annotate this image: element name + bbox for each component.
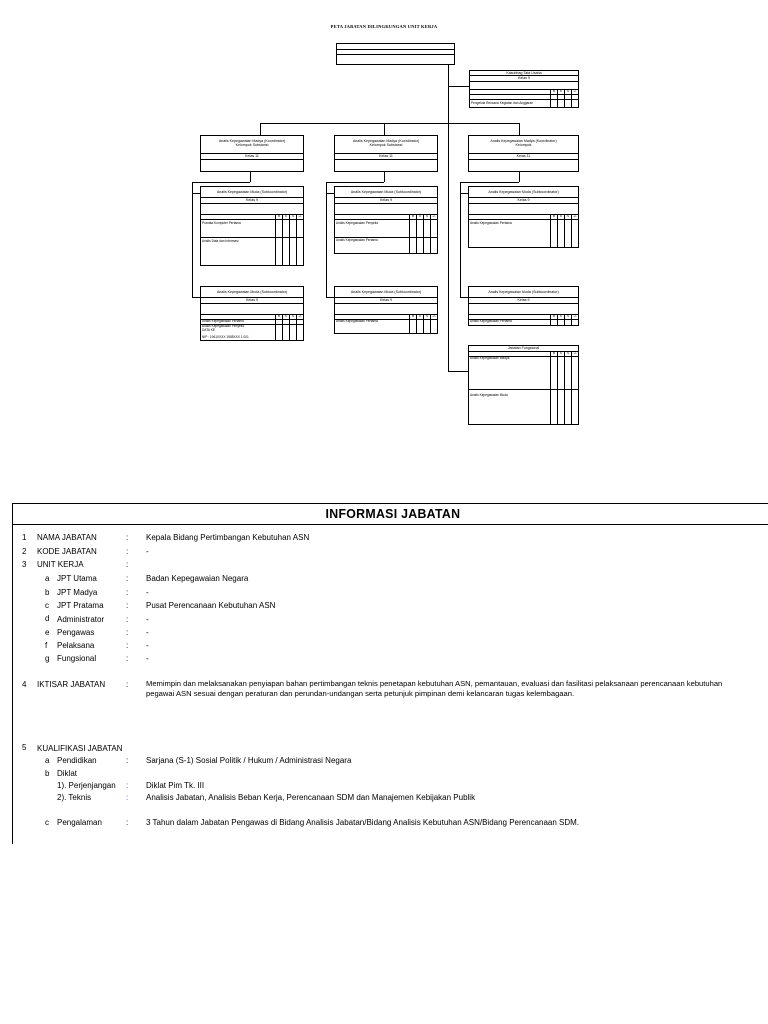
position-row-name: Analis Data dan Informasi xyxy=(202,239,239,243)
col-header-k: K xyxy=(557,214,564,247)
col-header-k: K xyxy=(416,314,423,333)
kualifikasi-label: KUALIFIKASI JABATAN xyxy=(37,744,123,753)
colon: : xyxy=(126,781,129,790)
koordinator-box xyxy=(200,135,304,172)
ikhtisar-value: Memimpin dan melaksanakan penyiapan bahan pertimbangan teknis penetapan kebutuhan ASN, pemantauan, evaluasi dan fasilitasi pelaksanaan perencanaan kebutuhan pegawai ASN sesuai dengan peraturan dan perundan-undangan serta petunjuk pimpinan demi kelancaran tugas kelembagaan. xyxy=(146,679,723,698)
teknis-label: 2). Teknis xyxy=(57,793,92,802)
jpt-pratama-label: JPT Pratama xyxy=(57,601,104,610)
info-heading-bar xyxy=(13,504,768,525)
colon: : xyxy=(126,654,129,663)
kode-jabatan-label: KODE JABATAN xyxy=(37,547,97,556)
staff-unit-title: Kasubbag Tata Usaha xyxy=(506,71,542,75)
subkoordinator-kelas: Kelas 9 xyxy=(517,198,530,202)
nama-jabatan-label: NAMA JABATAN xyxy=(37,533,97,542)
item-number: 2 xyxy=(22,547,27,556)
pengalaman-label: Pengalaman xyxy=(57,818,102,827)
col-header-s: S xyxy=(564,89,571,107)
head-position-box xyxy=(336,43,455,65)
subkoordinator-kelas: Kelas 9 xyxy=(380,298,392,302)
col-header-diff: +/- xyxy=(430,314,437,333)
col-header-b: B xyxy=(550,314,557,325)
connector-line xyxy=(260,123,519,124)
subkoordinator-title: Analis Kepegawaian Muda (Subkoordinator) xyxy=(488,290,559,294)
col-header-s: S xyxy=(564,314,571,325)
col-header-diff: +/- xyxy=(571,89,578,107)
org-chart-title: PETA JABATAN DILINGKUNGAN UNIT KERJA xyxy=(330,24,438,29)
col-header-diff: +/- xyxy=(430,214,437,253)
connector-line xyxy=(192,182,250,183)
connector-line xyxy=(326,193,334,194)
subkoordinator-title: Analis Kepegawaian Muda (Subkoordinator) xyxy=(216,190,288,194)
col-header-k: K xyxy=(557,89,564,107)
jpt-utama-value: Badan Kepegawaian Negara xyxy=(146,574,249,583)
pendidikan-value: Sarjana (S-1) Sosial Politik / Hukum / Administrasi Negara xyxy=(146,756,352,765)
item-number: 3 xyxy=(22,560,27,569)
col-header-s: S xyxy=(423,314,430,333)
position-row-name: Pranata Komputer Pertama xyxy=(202,221,241,225)
connector-line xyxy=(460,182,461,297)
pengawas-value: - xyxy=(146,628,149,637)
colon: : xyxy=(126,680,129,689)
jpt-madya-label: JPT Madya xyxy=(57,588,98,597)
position-row-name: Analis Kepegawaian Pertama xyxy=(336,238,378,242)
kode-jabatan-value: - xyxy=(146,547,149,556)
col-header-s: S xyxy=(423,214,430,253)
col-header-b: B xyxy=(275,214,282,265)
pengalaman-value: 3 Tahun dalam Jabatan Pengawas di Bidang Analisis Jabatan/Bidang Analisis Kebutuhan ASN/Bidang Perencanaan SDM. xyxy=(146,818,580,827)
colon: : xyxy=(126,601,129,610)
connector-line xyxy=(384,172,385,182)
position-row-name: Analis Kepegawaian Penyelia xyxy=(336,221,378,225)
subkoordinator-kelas: Kelas 9 xyxy=(517,298,530,302)
sub-letter: b xyxy=(45,769,50,778)
subkoordinator-kelas: Kelas 9 xyxy=(246,198,258,202)
colon: : xyxy=(126,818,129,827)
col-header-b: B xyxy=(275,314,282,340)
subkoordinator-title: Analis Kepegawaian Muda (Subkoordinator) xyxy=(216,290,288,294)
position-row-name: Analis Kepegawaian Pertama xyxy=(336,319,378,323)
staff-unit-kelas: Kelas 9 xyxy=(470,75,578,82)
connector-line xyxy=(326,182,384,183)
col-header-b: B xyxy=(409,214,416,253)
position-row-name: Analis Kepegawaian Pertama xyxy=(202,319,244,323)
col-header-k: K xyxy=(557,314,564,325)
subkoordinator-box xyxy=(468,286,579,326)
subkoordinator-kelas: Kelas 9 xyxy=(246,298,258,302)
subkoordinator-title: Analis Kepegawaian Muda (Subkoordinator) xyxy=(350,190,422,194)
sub-letter: f xyxy=(45,641,48,650)
ikhtisar-label: IKTISAR JABATAN xyxy=(37,680,106,689)
item-number: 4 xyxy=(22,680,27,689)
subkoordinator-box xyxy=(200,286,304,341)
subkoordinator-title: Analis Kepegawaian Muda (Subkoordinator) xyxy=(350,290,422,294)
sub-letter: e xyxy=(45,628,50,637)
colon: : xyxy=(126,641,129,650)
col-header-b: B xyxy=(550,89,557,107)
sub-letter: a xyxy=(45,756,50,765)
item-number: 1 xyxy=(22,533,27,542)
subkoordinator-box xyxy=(200,186,304,266)
unit-kerja-label: UNIT KERJA xyxy=(37,560,84,569)
koordinator-title: Analis Kepegawaian Madya (Koordinator) xyxy=(490,139,557,143)
col-header-diff: +/- xyxy=(571,351,578,424)
col-header-k: K xyxy=(282,214,289,265)
colon: : xyxy=(126,560,129,569)
col-header-k: K xyxy=(557,351,564,424)
colon: : xyxy=(126,628,129,637)
colon: : xyxy=(126,547,129,556)
jpt-madya-value: - xyxy=(146,588,149,597)
administrator-label: Administrator xyxy=(57,615,105,624)
pengawas-label: Pengawas xyxy=(57,628,95,637)
koordinator-kelas: Kelas 11 xyxy=(245,154,259,158)
colon: : xyxy=(126,574,129,583)
connector-line xyxy=(460,193,468,194)
connector-line xyxy=(250,172,251,182)
connector-line xyxy=(192,193,200,194)
col-header-b: B xyxy=(550,214,557,247)
fungsional-box xyxy=(468,345,579,425)
position-row-name: Analis Kepegawaian Madya xyxy=(470,356,510,360)
subkoordinator-box xyxy=(468,186,579,248)
info-heading: INFORMASI JABATAN xyxy=(325,506,461,521)
sub-letter: b xyxy=(45,588,50,597)
pelaksana-label: Pelaksana xyxy=(57,641,95,650)
connector-line xyxy=(519,172,520,182)
fungsional-value: - xyxy=(146,654,149,663)
koordinator-box xyxy=(468,135,579,172)
position-row-note: NIP : 1961XXXX 1985XXX 1 001 xyxy=(202,335,249,339)
position-row-name: Analis Kepegawaian Pertama xyxy=(470,319,512,323)
position-row-name: Analis Kepegawaian Pertama xyxy=(470,221,512,225)
col-header-diff: +/- xyxy=(296,314,303,340)
subkoordinator-kelas: Kelas 9 xyxy=(380,198,392,202)
subkoordinator-box xyxy=(334,286,438,334)
sub-letter: c xyxy=(45,601,49,610)
subkoordinator-box xyxy=(334,186,438,254)
staff-row-name: Pengelola Rencana Kegiatan dan Anggaran xyxy=(471,101,534,105)
col-header-s: S xyxy=(564,351,571,424)
jpt-utama-label: JPT Utama xyxy=(57,574,97,583)
sub-letter: a xyxy=(45,574,50,583)
connector-line xyxy=(192,297,200,298)
koordinator-subtitle: Kelompok Substansi xyxy=(235,143,269,147)
col-header-diff: +/- xyxy=(571,214,578,247)
koordinator-kelas: Kelas 11 xyxy=(379,154,393,158)
koordinator-title: Analis Kepegawaian Madya (Koordinator) xyxy=(218,139,286,143)
administrator-value: - xyxy=(146,615,149,624)
koordinator-box xyxy=(334,135,438,172)
perjenjangan-value: Diklat Pim Tk. III xyxy=(146,781,205,790)
sub-letter: d xyxy=(45,614,50,623)
staff-unit-box xyxy=(469,70,579,108)
connector-line xyxy=(326,297,334,298)
subkoordinator-title: Analis Kepegawaian Muda (Subkoordinator) xyxy=(488,190,559,194)
connector-line xyxy=(448,371,468,372)
fungsional-label: Fungsional xyxy=(57,654,97,663)
colon: : xyxy=(126,756,129,765)
col-header-k: K xyxy=(282,314,289,340)
pendidikan-label: Pendidikan xyxy=(57,756,97,765)
col-header-k: K xyxy=(416,214,423,253)
colon: : xyxy=(126,588,129,597)
position-row-name: Analis Kepegawaian Muda xyxy=(470,393,508,397)
diklat-label: Diklat xyxy=(57,769,78,778)
position-row-note: DATA KE xyxy=(202,328,215,332)
teknis-value: Analisis Jabatan, Analisis Beban Kerja, Perencanaan SDM dan Manajemen Kebijakan Publik xyxy=(146,793,476,802)
pelaksana-value: - xyxy=(146,641,149,650)
item-number: 5 xyxy=(22,743,27,752)
connector-line xyxy=(460,297,468,298)
koordinator-subtitle: Kelompok xyxy=(515,143,532,147)
connector-line xyxy=(192,182,193,297)
nama-jabatan-value: Kepala Bidang Pertimbangan Kebutuhan ASN xyxy=(146,533,310,542)
koordinator-kelas: Kelas 11 xyxy=(516,154,531,158)
col-header-s: S xyxy=(564,214,571,247)
koordinator-subtitle: Kelompok Substansi xyxy=(369,143,403,147)
position-row-name: Analis Kepegawaian Penyelia xyxy=(202,324,244,328)
col-header-b: B xyxy=(550,351,557,424)
col-header-s: S xyxy=(289,314,296,340)
connector-line xyxy=(448,65,449,371)
col-header-s: S xyxy=(289,214,296,265)
colon: : xyxy=(126,793,129,802)
colon: : xyxy=(126,533,129,542)
sub-letter: c xyxy=(45,818,49,827)
perjenjangan-label: 1). Perjenjangan xyxy=(57,781,116,790)
connector-line xyxy=(326,182,327,297)
connector-line xyxy=(460,182,519,183)
fungsional-title: Jabatan Fungsional xyxy=(507,346,540,350)
jpt-pratama-value: Pusat Perencanaan Kebutuhan ASN xyxy=(146,601,276,610)
colon: : xyxy=(126,615,129,624)
col-header-b: B xyxy=(409,314,416,333)
sub-letter: g xyxy=(45,654,50,663)
koordinator-title: Analis Kepegawaian Madya (Koordinator) xyxy=(352,139,420,143)
col-header-diff: +/- xyxy=(571,314,578,325)
connector-line xyxy=(448,86,469,87)
col-header-diff: +/- xyxy=(296,214,303,265)
